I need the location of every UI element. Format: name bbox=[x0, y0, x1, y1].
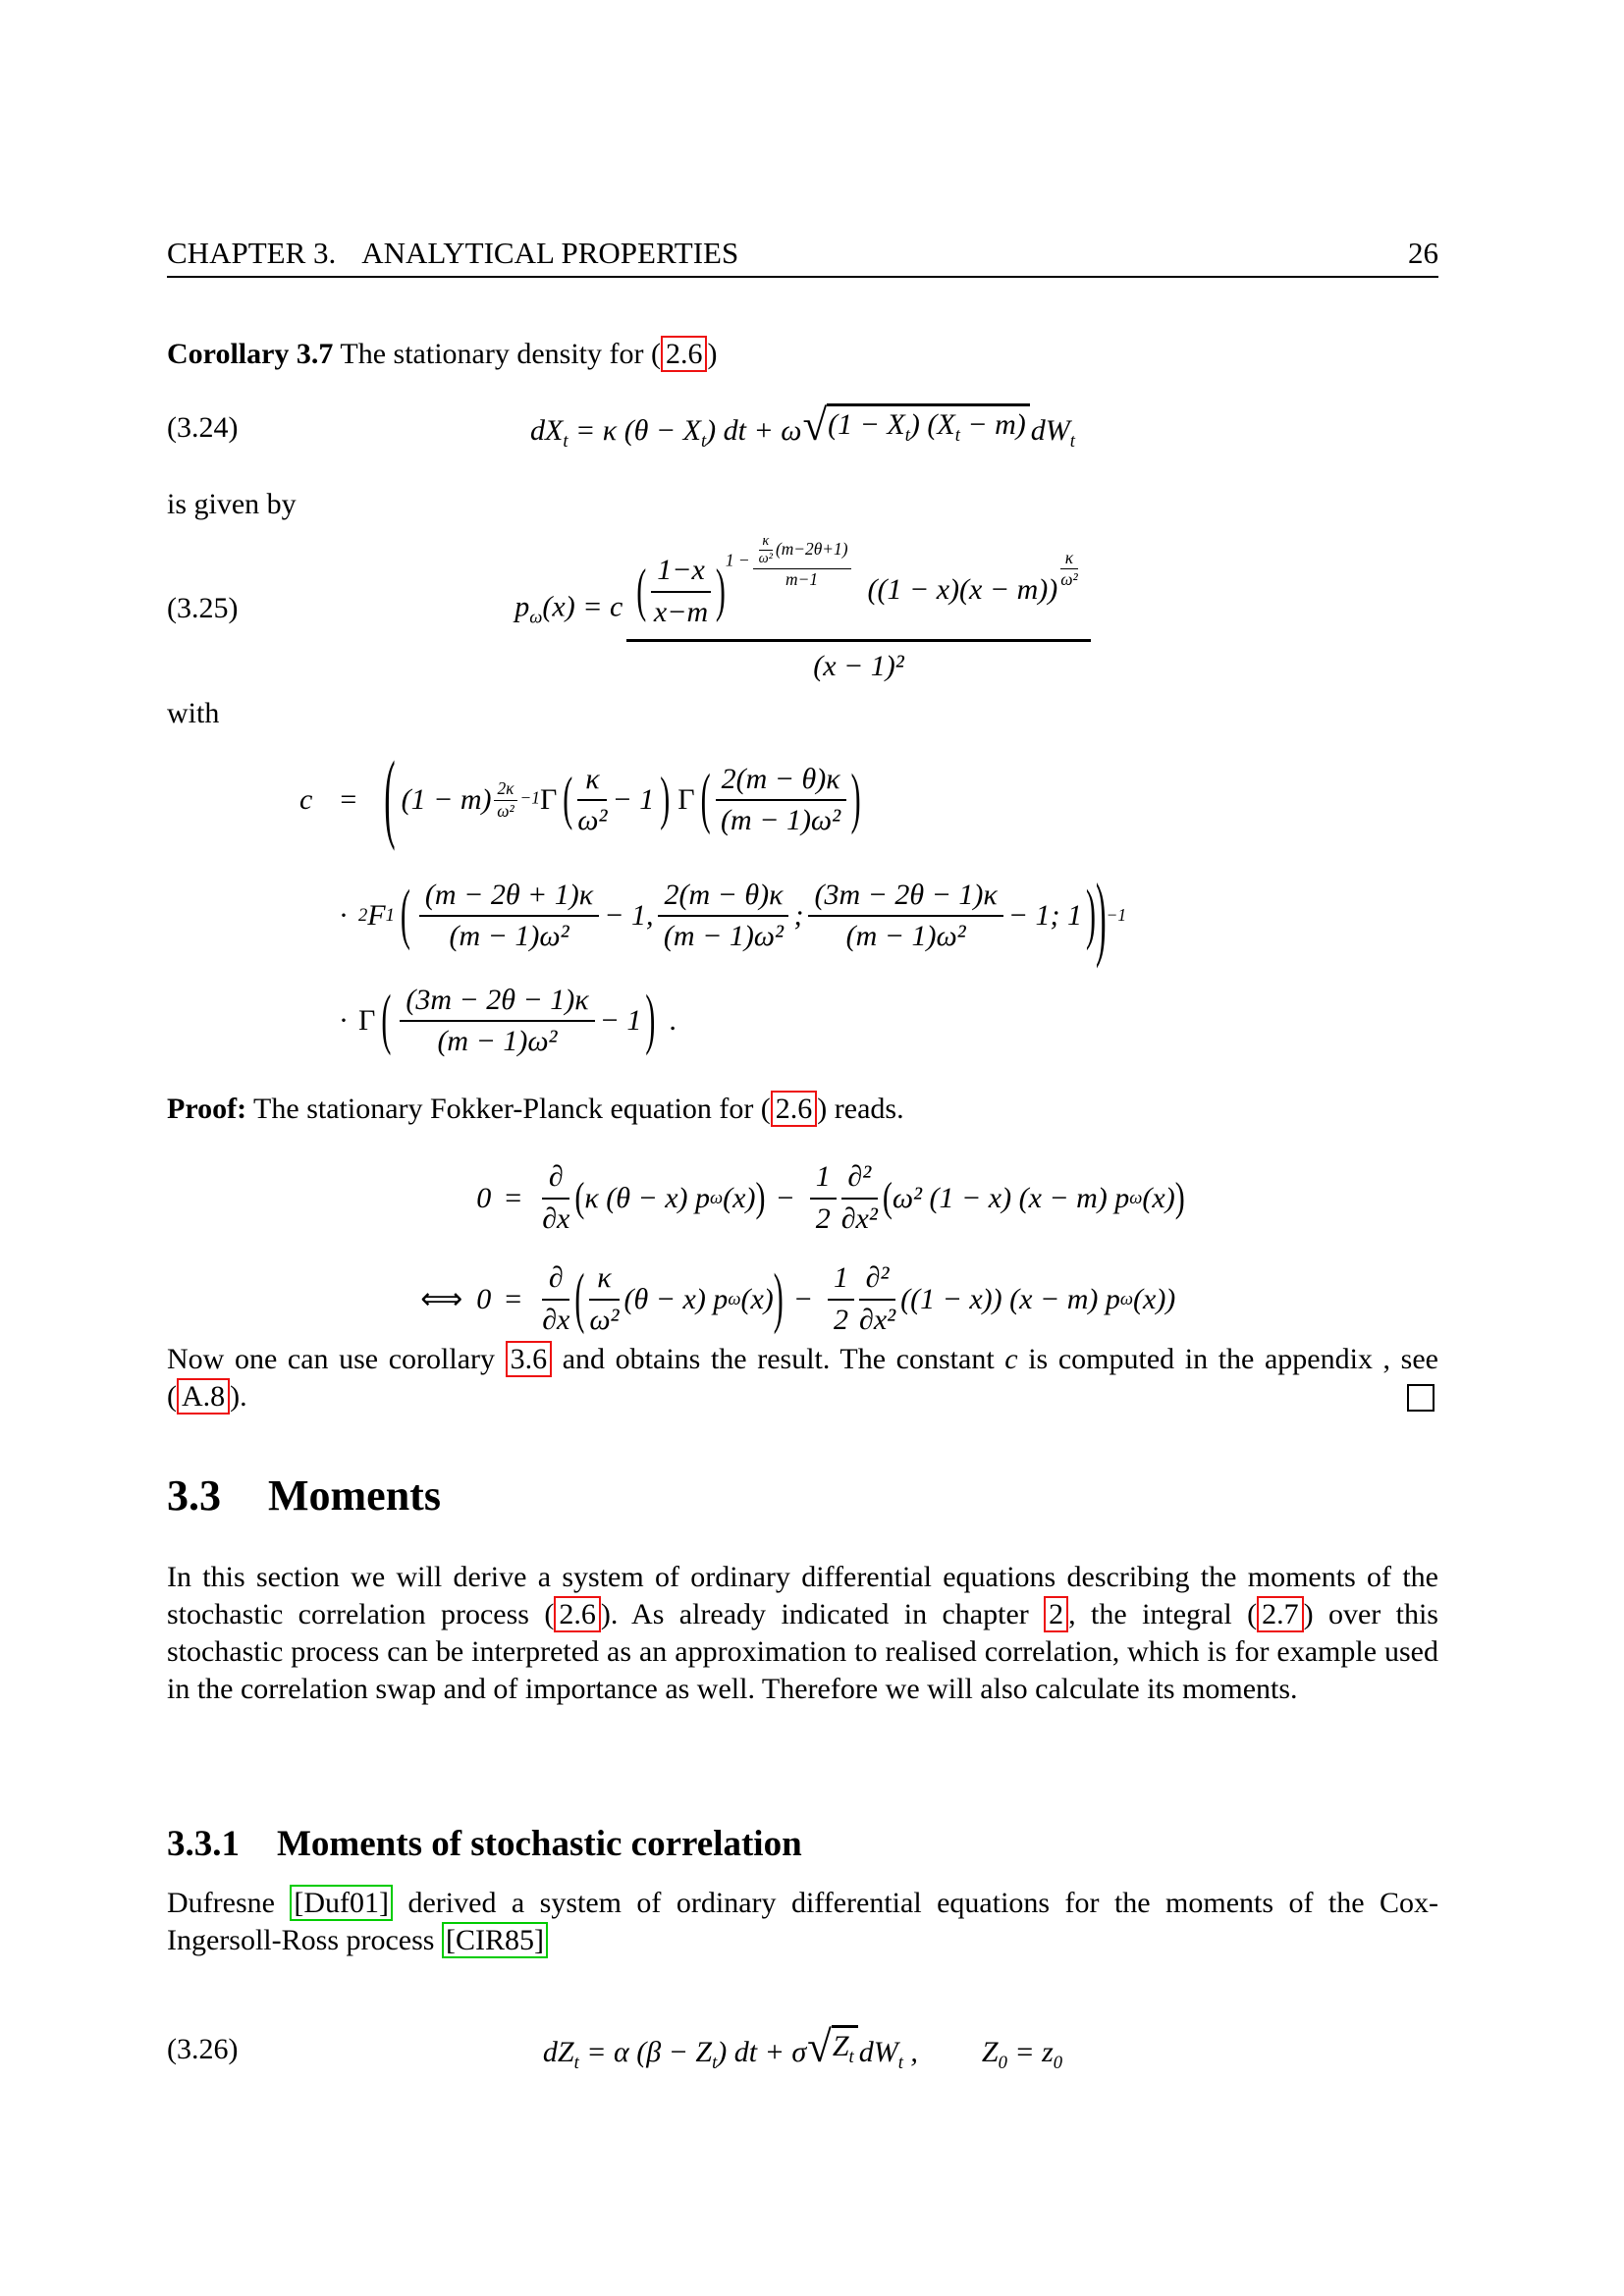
math-sub: ω bbox=[1129, 1187, 1143, 1208]
math-term: (x) = c bbox=[542, 589, 623, 622]
fraction bbox=[1060, 549, 1078, 589]
math-term: 0 bbox=[476, 1282, 492, 1315]
math-term: , bbox=[902, 2035, 918, 2068]
math-term: = z bbox=[1006, 2035, 1054, 2068]
fraction-den: (m − 1)ω² bbox=[437, 1025, 558, 1057]
closing-text: and obtains the result. The constant bbox=[552, 1343, 1005, 1375]
math-term: −1 bbox=[519, 788, 540, 808]
intro-text: ). As already indicated in chapter bbox=[600, 1598, 1045, 1630]
math-sub: 0 bbox=[1053, 2052, 1063, 2073]
fokker-planck-equations bbox=[167, 1160, 1438, 1337]
fraction bbox=[759, 534, 773, 567]
fraction-den: ω² bbox=[758, 551, 773, 567]
fraction bbox=[808, 879, 1002, 954]
ref-link-2-7[interactable]: 2.7 bbox=[1257, 1596, 1304, 1632]
subsection-heading bbox=[167, 1823, 1438, 1865]
paren: ) bbox=[1174, 1174, 1185, 1220]
proof-text-end: ) reads. bbox=[817, 1093, 904, 1125]
fraction-den: 2 bbox=[834, 1303, 848, 1336]
math-sub: 1 bbox=[385, 905, 395, 926]
fraction-num: (3m − 2θ − 1)κ bbox=[808, 879, 1002, 918]
math-term: (1 − X bbox=[828, 408, 905, 442]
intro-text: , the integral ( bbox=[1068, 1598, 1258, 1630]
fraction bbox=[753, 534, 851, 590]
fraction-den: ω² bbox=[1060, 569, 1078, 590]
section-heading bbox=[167, 1470, 1438, 1521]
fraction-den: ∂x bbox=[542, 1201, 570, 1235]
math-sub: t bbox=[1069, 430, 1075, 452]
fraction-den: ω² bbox=[589, 1303, 620, 1336]
math-term: (x) bbox=[723, 1181, 756, 1214]
math-term: − m) bbox=[959, 408, 1026, 442]
eq-number-3-24: (3.24) bbox=[167, 411, 239, 444]
closing-text: Now one can use corollary bbox=[167, 1343, 506, 1375]
eq-c-line1 bbox=[167, 744, 1571, 853]
equation-3-24 bbox=[167, 399, 1438, 457]
math-sub: t bbox=[848, 2047, 854, 2068]
paren: ) bbox=[755, 1174, 766, 1220]
math-term: c bbox=[299, 783, 313, 816]
ref-link-2-6c[interactable]: 2.6 bbox=[554, 1596, 601, 1632]
chapter-label: CHAPTER 3. bbox=[167, 236, 337, 270]
closing-text: is computed in the appendix , see ( bbox=[167, 1343, 1438, 1413]
header-rule bbox=[167, 276, 1438, 278]
math-term: (θ − x) p bbox=[623, 1282, 729, 1315]
eq-c-line3 bbox=[167, 977, 1610, 1065]
fraction bbox=[494, 779, 516, 820]
math-term: Z bbox=[981, 2035, 999, 2068]
eq-c-line2 bbox=[167, 863, 1610, 969]
fraction-den: (m − 1)ω² bbox=[663, 920, 784, 952]
fraction-den: ∂x² bbox=[840, 1201, 878, 1235]
chapter-title: ANALYTICAL PROPERTIES bbox=[361, 236, 739, 270]
fraction bbox=[542, 1261, 569, 1337]
paren: ( bbox=[636, 558, 647, 623]
paren: ) bbox=[715, 558, 726, 623]
fraction-num: 2(m − θ)κ bbox=[716, 763, 846, 802]
section-number: 3.3 bbox=[167, 1471, 221, 1520]
math-term: Z bbox=[832, 2030, 849, 2063]
minus-sign: − bbox=[775, 1181, 795, 1214]
math-sub: ω bbox=[710, 1187, 724, 1208]
equals-sign: = bbox=[505, 1282, 522, 1315]
math-term: p bbox=[514, 589, 530, 622]
sqrt-radical bbox=[802, 400, 1029, 450]
fraction-num: κ bbox=[1060, 549, 1078, 569]
fraction-num: κ bbox=[589, 1261, 619, 1301]
fraction-num: (3m − 2θ − 1)κ bbox=[400, 984, 594, 1023]
math-term: (x) bbox=[740, 1282, 774, 1315]
fraction-den: m−1 bbox=[785, 568, 819, 589]
fraction-den: (m − 1)ω² bbox=[449, 920, 569, 952]
fraction bbox=[577, 763, 607, 838]
math-term: ) dt + ω bbox=[706, 413, 802, 447]
math-term: ((1 − x)(x − m)) bbox=[867, 572, 1058, 606]
corollary-paragraph bbox=[167, 336, 1438, 373]
equals-sign: = bbox=[505, 1181, 522, 1214]
math-term: ((1 − x)) (x − m) p bbox=[900, 1282, 1120, 1315]
paren: ) bbox=[645, 982, 656, 1057]
paren: ( bbox=[700, 761, 711, 836]
fraction bbox=[589, 1261, 619, 1337]
minus-sign: − bbox=[792, 1282, 813, 1315]
display-fraction bbox=[626, 534, 1090, 684]
fraction bbox=[542, 1160, 569, 1236]
gamma-symbol: Γ bbox=[677, 783, 695, 816]
cite-link-cir85[interactable]: [CIR85] bbox=[442, 1922, 548, 1958]
gamma-symbol: Γ bbox=[358, 1004, 376, 1037]
paren: ) bbox=[1086, 877, 1096, 952]
fraction-den: 2 bbox=[815, 1201, 831, 1235]
math-sub: 0 bbox=[998, 2052, 1007, 2073]
gamma-symbol: Γ bbox=[539, 783, 558, 816]
math-term: = α (β − Z bbox=[578, 2035, 713, 2068]
eq-3-25-math bbox=[514, 534, 1090, 684]
eq-number-3-25: (3.25) bbox=[167, 592, 239, 624]
math-var-c: c bbox=[1004, 1343, 1018, 1375]
exponent: −1 bbox=[1106, 905, 1127, 926]
ref-link-3-6[interactable]: 3.6 bbox=[506, 1341, 553, 1377]
sqrt-radical bbox=[807, 2021, 858, 2071]
proof-text: The stationary Fokker-Planck equation for ( bbox=[246, 1093, 771, 1125]
fraction-den: ω² bbox=[497, 800, 514, 821]
eq-3-26-math bbox=[542, 2021, 1063, 2074]
fraction bbox=[400, 984, 594, 1059]
paren: ( bbox=[563, 767, 573, 831]
radical-sign: √ bbox=[807, 2021, 832, 2071]
math-sub: ω bbox=[728, 1288, 741, 1309]
corollary-text-end: ) bbox=[707, 338, 718, 370]
fraction-den: ∂x² bbox=[859, 1303, 896, 1336]
ref-link-chapter-2[interactable]: 2 bbox=[1044, 1596, 1068, 1632]
dufresne-text: derived a system of ordinary differential equations for the moments of the Cox-Ingersoll-Ross process bbox=[167, 1887, 1439, 1956]
fraction bbox=[828, 1261, 854, 1337]
equation-3-25 bbox=[167, 532, 1438, 683]
fraction-num: ∂² bbox=[859, 1261, 895, 1301]
exponent bbox=[1057, 549, 1081, 589]
math-term: κ (θ − x) p bbox=[584, 1181, 711, 1214]
fraction bbox=[841, 1160, 878, 1236]
math-term: ) dt + σ bbox=[717, 2035, 807, 2068]
fp-row1-rhs bbox=[537, 1160, 1185, 1236]
fp-row1-lhs bbox=[476, 1182, 521, 1215]
fraction-num: 2κ bbox=[494, 779, 516, 800]
fraction-den: ω² bbox=[577, 804, 608, 836]
math-term: ; bbox=[793, 899, 804, 932]
math-term: dX bbox=[530, 413, 564, 447]
ref-link-a-8[interactable]: A.8 bbox=[177, 1378, 230, 1415]
qed-box bbox=[1407, 1384, 1435, 1412]
math-sub: ω bbox=[529, 606, 543, 627]
fraction-den: (x − 1)² bbox=[626, 639, 1090, 683]
given-by-text: is given by bbox=[167, 488, 297, 520]
paren: ) bbox=[660, 767, 671, 831]
subsection-number: 3.3.1 bbox=[167, 1824, 240, 1864]
intro-paragraph bbox=[167, 1559, 1438, 1708]
fraction-den: x−m bbox=[653, 595, 709, 628]
fraction-den: (m − 1)ω² bbox=[845, 920, 966, 952]
dufresne-paragraph bbox=[167, 1885, 1438, 1959]
dufresne-text: Dufresne bbox=[167, 1887, 291, 1919]
paren: ( bbox=[381, 982, 392, 1057]
paren: ( bbox=[882, 1174, 893, 1220]
fraction-num: ∂ bbox=[542, 1160, 569, 1200]
math-term: (m−2θ+1) bbox=[775, 538, 848, 559]
paren: ( bbox=[574, 1260, 585, 1336]
fraction-num: ∂² bbox=[841, 1160, 878, 1200]
corollary-label: Corollary 3.7 bbox=[167, 338, 334, 370]
math-term: − 1; 1 bbox=[1007, 899, 1082, 932]
math-sub: 2 bbox=[358, 905, 368, 926]
math-sub: t bbox=[563, 430, 568, 452]
fp-row2-rhs bbox=[537, 1261, 1185, 1337]
fraction-den: ∂x bbox=[542, 1303, 570, 1336]
page-number: 26 bbox=[1408, 236, 1438, 270]
paren: ) bbox=[1096, 863, 1107, 969]
paren: ) bbox=[773, 1260, 784, 1336]
math-term: dZ bbox=[542, 2035, 574, 2068]
equation-3-26 bbox=[167, 2018, 1438, 2081]
closing-text: ). bbox=[230, 1380, 247, 1413]
math-term: (x) bbox=[1142, 1181, 1175, 1214]
math-sub: t bbox=[954, 425, 960, 447]
proof-label: Proof: bbox=[167, 1093, 247, 1125]
math-term: dW bbox=[1030, 413, 1070, 447]
fraction bbox=[651, 554, 711, 629]
math-term: − 1, bbox=[604, 899, 654, 932]
eq-3-24-math bbox=[530, 400, 1075, 453]
fp-row2-lhs bbox=[420, 1282, 521, 1316]
math-sub: ω bbox=[1119, 1288, 1134, 1309]
fraction-num: 1 bbox=[810, 1160, 837, 1200]
subsection-title: Moments of stochastic correlation bbox=[277, 1824, 802, 1864]
proof-paragraph bbox=[167, 1091, 1438, 1128]
fraction-num: (m − 2θ + 1)κ bbox=[419, 879, 599, 918]
cite-link-duf01[interactable]: [Duf01] bbox=[290, 1885, 393, 1921]
ref-link-2-6[interactable]: 2.6 bbox=[661, 336, 708, 372]
fraction bbox=[658, 879, 788, 954]
intro-text: ) over this stochastic process can be interpreted as an approximation to realised correlation, which is for example used in the correlation swap and of importance as well. Therefore we will also calculate its moments. bbox=[167, 1598, 1438, 1705]
math-term: ) (X bbox=[909, 408, 955, 442]
fraction bbox=[859, 1261, 895, 1337]
math-term: ω² (1 − x) (x − m) p bbox=[892, 1181, 1130, 1214]
math-sub: t bbox=[897, 2052, 903, 2073]
math-sub: t bbox=[701, 430, 707, 452]
math-term: − 1 bbox=[599, 1004, 642, 1037]
math-term: (1 − m) bbox=[401, 783, 492, 816]
closing-paragraph bbox=[167, 1341, 1438, 1415]
ref-link-2-6b[interactable]: 2.6 bbox=[771, 1091, 818, 1127]
fraction-num: κ bbox=[759, 534, 773, 552]
with-text: with bbox=[167, 697, 220, 729]
radical-sign: √ bbox=[802, 400, 828, 450]
exponent bbox=[726, 534, 854, 590]
math-sub: t bbox=[712, 2052, 718, 2073]
cdot: · bbox=[339, 1004, 349, 1037]
fraction-num: ∂ bbox=[542, 1261, 569, 1301]
cdot: · bbox=[339, 899, 349, 932]
eq-number-3-26: (3.26) bbox=[167, 2033, 239, 2065]
paren: ( bbox=[384, 744, 396, 853]
fraction-num: 2(m − θ)κ bbox=[658, 879, 788, 918]
intro-text: In this section we will derive a system of ordinary differential equations describing the moments of the stochastic correlation process ( bbox=[167, 1561, 1438, 1630]
page-header bbox=[167, 236, 1438, 271]
math-term: F bbox=[367, 899, 386, 932]
equals-sign: = bbox=[340, 783, 357, 816]
fraction-den: (m − 1)ω² bbox=[721, 804, 841, 836]
math-sub: t bbox=[573, 2052, 579, 2073]
fraction-num: 1−x bbox=[651, 554, 711, 593]
fraction-num: κ bbox=[577, 763, 607, 802]
paren: ( bbox=[574, 1174, 585, 1220]
fraction-num: 1 bbox=[828, 1261, 854, 1301]
math-term: dW bbox=[858, 2035, 898, 2068]
math-term: 0 bbox=[476, 1181, 492, 1214]
paren: ( bbox=[400, 877, 410, 952]
fraction bbox=[810, 1160, 837, 1236]
corollary-text: The stationary density for ( bbox=[333, 338, 661, 370]
fraction bbox=[716, 763, 846, 838]
math-term: = κ (θ − X bbox=[568, 413, 701, 447]
iff-arrow: ⟺ bbox=[420, 1282, 463, 1316]
period: . bbox=[669, 1004, 677, 1037]
math-term: 1 − bbox=[725, 549, 750, 569]
fraction bbox=[419, 879, 599, 954]
math-term: (x)) bbox=[1133, 1282, 1176, 1315]
exponent bbox=[491, 779, 539, 820]
math-term: − 1 bbox=[612, 783, 655, 816]
section-title: Moments bbox=[268, 1471, 441, 1520]
paren: ) bbox=[850, 761, 861, 836]
math-sub: t bbox=[904, 425, 910, 447]
